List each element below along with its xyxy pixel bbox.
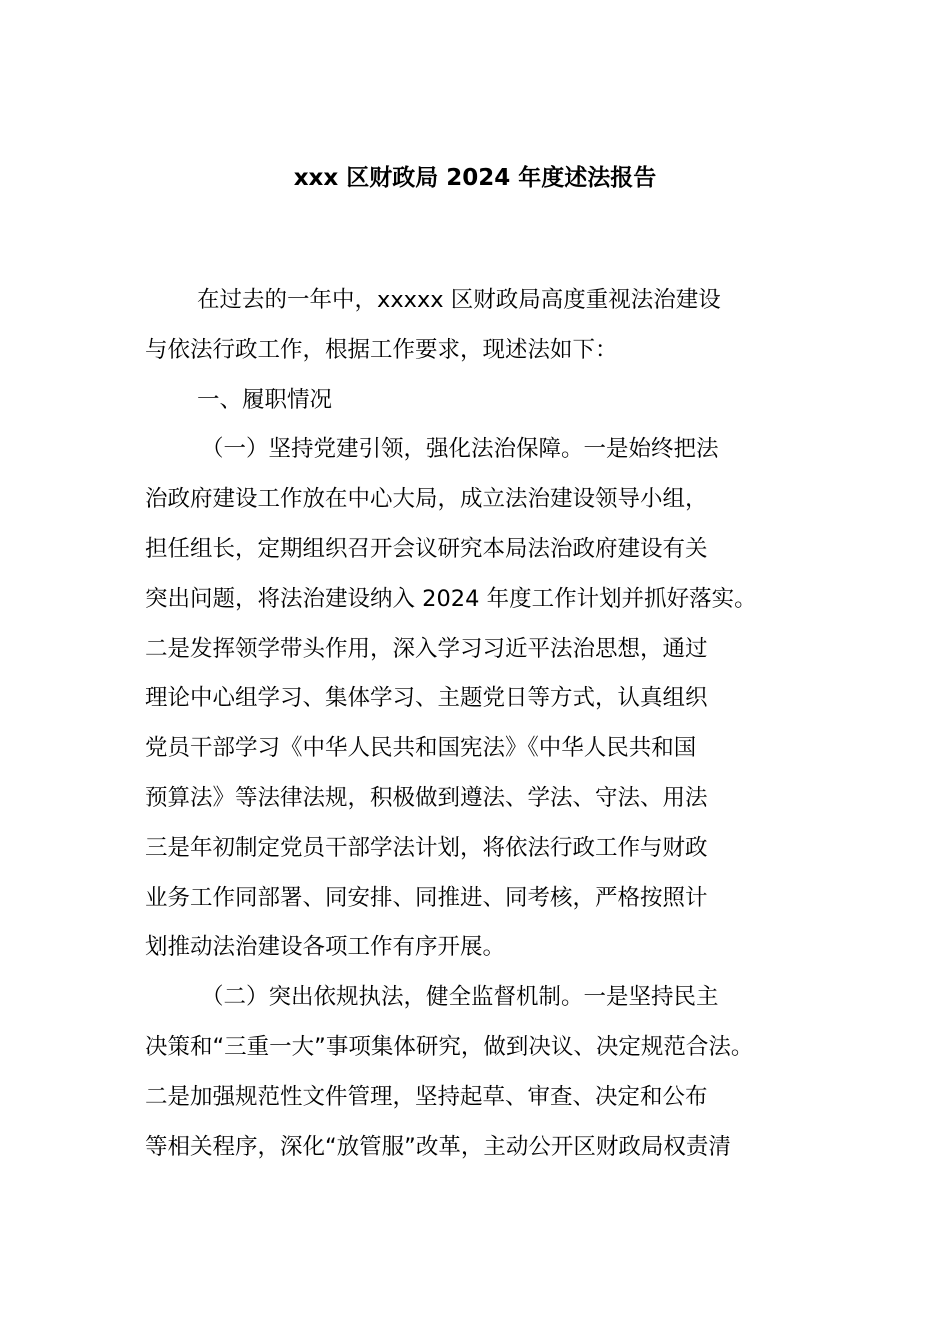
paragraph-line: 预算法》等法律法规，积极做到遵法、学法、守法、用法 (145, 784, 708, 811)
paragraph-line: 担任组长，定期组织召开会议研究本局法治政府建设有关 (145, 535, 708, 562)
paragraph-line: 二是发挥领学带头作用，深入学习习近平法治思想，通过 (145, 635, 708, 662)
subsection-line: （一）坚持党建引领，强化法治保障。一是始终把法 (201, 436, 719, 463)
paragraph-line: 党员干部学习《中华人民共和国宪法》《中华人民共和国 (145, 735, 697, 762)
paragraph-line: 突出问题，将法治建设纳入 2024 年度工作计划并抓好落实。 (145, 585, 757, 612)
subsection-line: （二）突出依规执法，健全监督机制。一是坚持民主 (201, 984, 719, 1011)
paragraph-line: 等相关程序，深化“放管服”改革，主动公开区财政局权责清 (145, 1133, 731, 1160)
paragraph-line: 决策和“三重一大”事项集体研究，做到决议、决定规范合法。 (145, 1033, 754, 1060)
document-body (145, 276, 825, 1172)
paragraph-line: 在过去的一年中，xxxxx 区财政局高度重视法治建设 (197, 287, 721, 313)
paragraph-line: 二是加强规范性文件管理，坚持起草、审查、决定和公布 (145, 1083, 708, 1110)
paragraph-line: 治政府建设工作放在中心大局，成立法治建设领导小组， (145, 486, 708, 513)
paragraph-line: 理论中心组学习、集体学习、主题党日等方式，认真组织 (145, 685, 708, 712)
section-heading: 一、履职情况 (197, 386, 333, 413)
paragraph-line: 三是年初制定党员干部学法计划，将依法行政工作与财政 (145, 834, 708, 861)
paragraph-line: 与依法行政工作，根据工作要求，现述法如下： (145, 336, 618, 363)
document-title: xxx 区财政局 2024 年度述法报告 (293, 165, 657, 191)
paragraph-line: 划推动法治建设各项工作有序开展。 (145, 934, 506, 961)
paragraph-line: 业务工作同部署、同安排、同推进、同考核，严格按照计 (145, 884, 708, 911)
